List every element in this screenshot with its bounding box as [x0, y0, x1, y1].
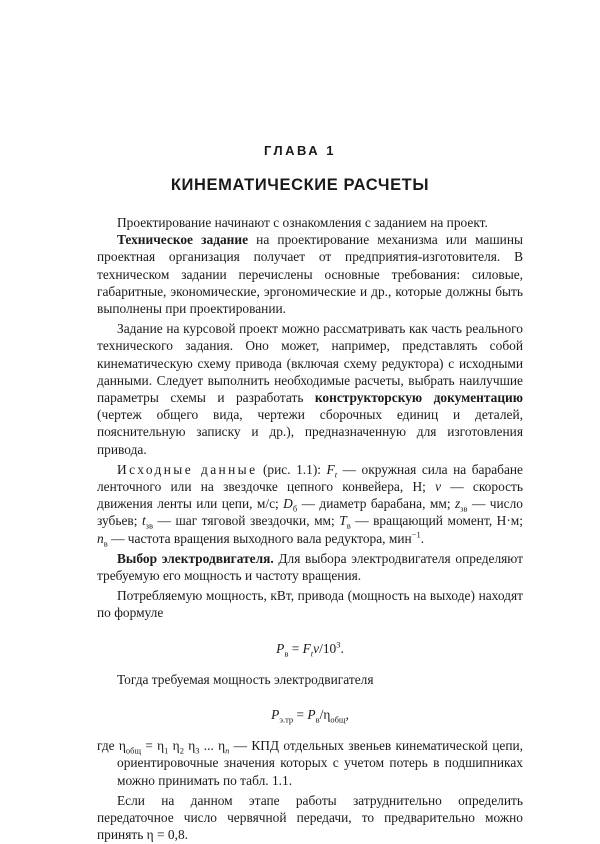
paragraph-worm-gear: Если на данном этапе работы затруднительно определить передаточное число червячной передачи, то предварительно можно принять η = 0,8.	[97, 792, 523, 843]
body-text	[97, 214, 523, 844]
paragraph-required-power: Тогда требуемая мощность электродвигателя	[117, 671, 374, 687]
term-technical-task: Техническое задание	[117, 232, 249, 248]
paragraph-power: Потребляемую мощность, кВт, привода (мощность на выходе) находят по формуле	[97, 588, 523, 621]
formula-required-power: $P_{э.тр} = P_в/\eta_{общ}$,	[271, 707, 349, 725]
paragraph-course-project: Задание на курсовой проект можно рассматривать как часть реального технического задания. Оно может, например, представлять собой кинематическую схему привода (включая схему редуктора) с исходными данными. Следует выполнить необходимые расчеты, выбрать наилучшие параметры схемы и разработать конструкторскую документацию (чертеж общего вида, чертежи сборочных единиц и деталей, пояснительную записку и др.), предназначенную для изготовления привода.	[97, 321, 523, 457]
label-initial-data: Исходные данные	[117, 461, 258, 477]
paragraph-technical-task: Техническое задание на проектирование механизма или машины проектная организация получает от предприятия-изготовителя. В техническом задании перечислены основные требования: силовые, габаритные, экономические, эргономические и др., которые должны быть выполнены при проектировании.	[97, 232, 523, 317]
chapter-title: КИНЕМАТИЧЕСКИЕ РАСЧЕТЫ	[170, 176, 430, 194]
term-design-documentation: конструкторскую документацию	[314, 390, 523, 406]
chapter-label: ГЛАВА 1	[263, 143, 337, 158]
term-motor-selection: Выбор электродвигателя.	[117, 550, 274, 566]
paragraph-efficiency: где $\eta_{общ} = \eta_1$ $\eta_2$ $\eta_3$ ... $\eta_n$ — КПД отдельных звеньев кинематической цепи, ориентировочные значения которых с учетом потерь в подшипниках можно принимать по табл. 1.1.	[97, 738, 524, 788]
paragraph-motor-selection: Выбор электродвигателя. Для выбора электродвигателя определяют требуемую его мощность и частоту вращения.	[97, 550, 523, 584]
paragraph-initial-data: Исходные данные (рис. 1.1): $F_t$ — окружная сила на барабане ленточного или на звездочке цепного конвейера, Н; v — скорость движения ленты или цепи, м/с; $D_б$ — диаметр барабана, мм; $z_{зв}$ — число зубьев; $t_{зв}$ — шаг тяговой звездочки, мм; $T_в$ — вращающий момент, Н·м; $n_в$ — частота вращения выходного вала редуктора, мин$^{-1}$.	[97, 461, 524, 549]
paragraph-intro: Проектирование начинают с ознакомления с заданием на проект.	[117, 215, 488, 230]
formula-output-power: $P_в = F_tv/10^3$.	[276, 639, 344, 659]
